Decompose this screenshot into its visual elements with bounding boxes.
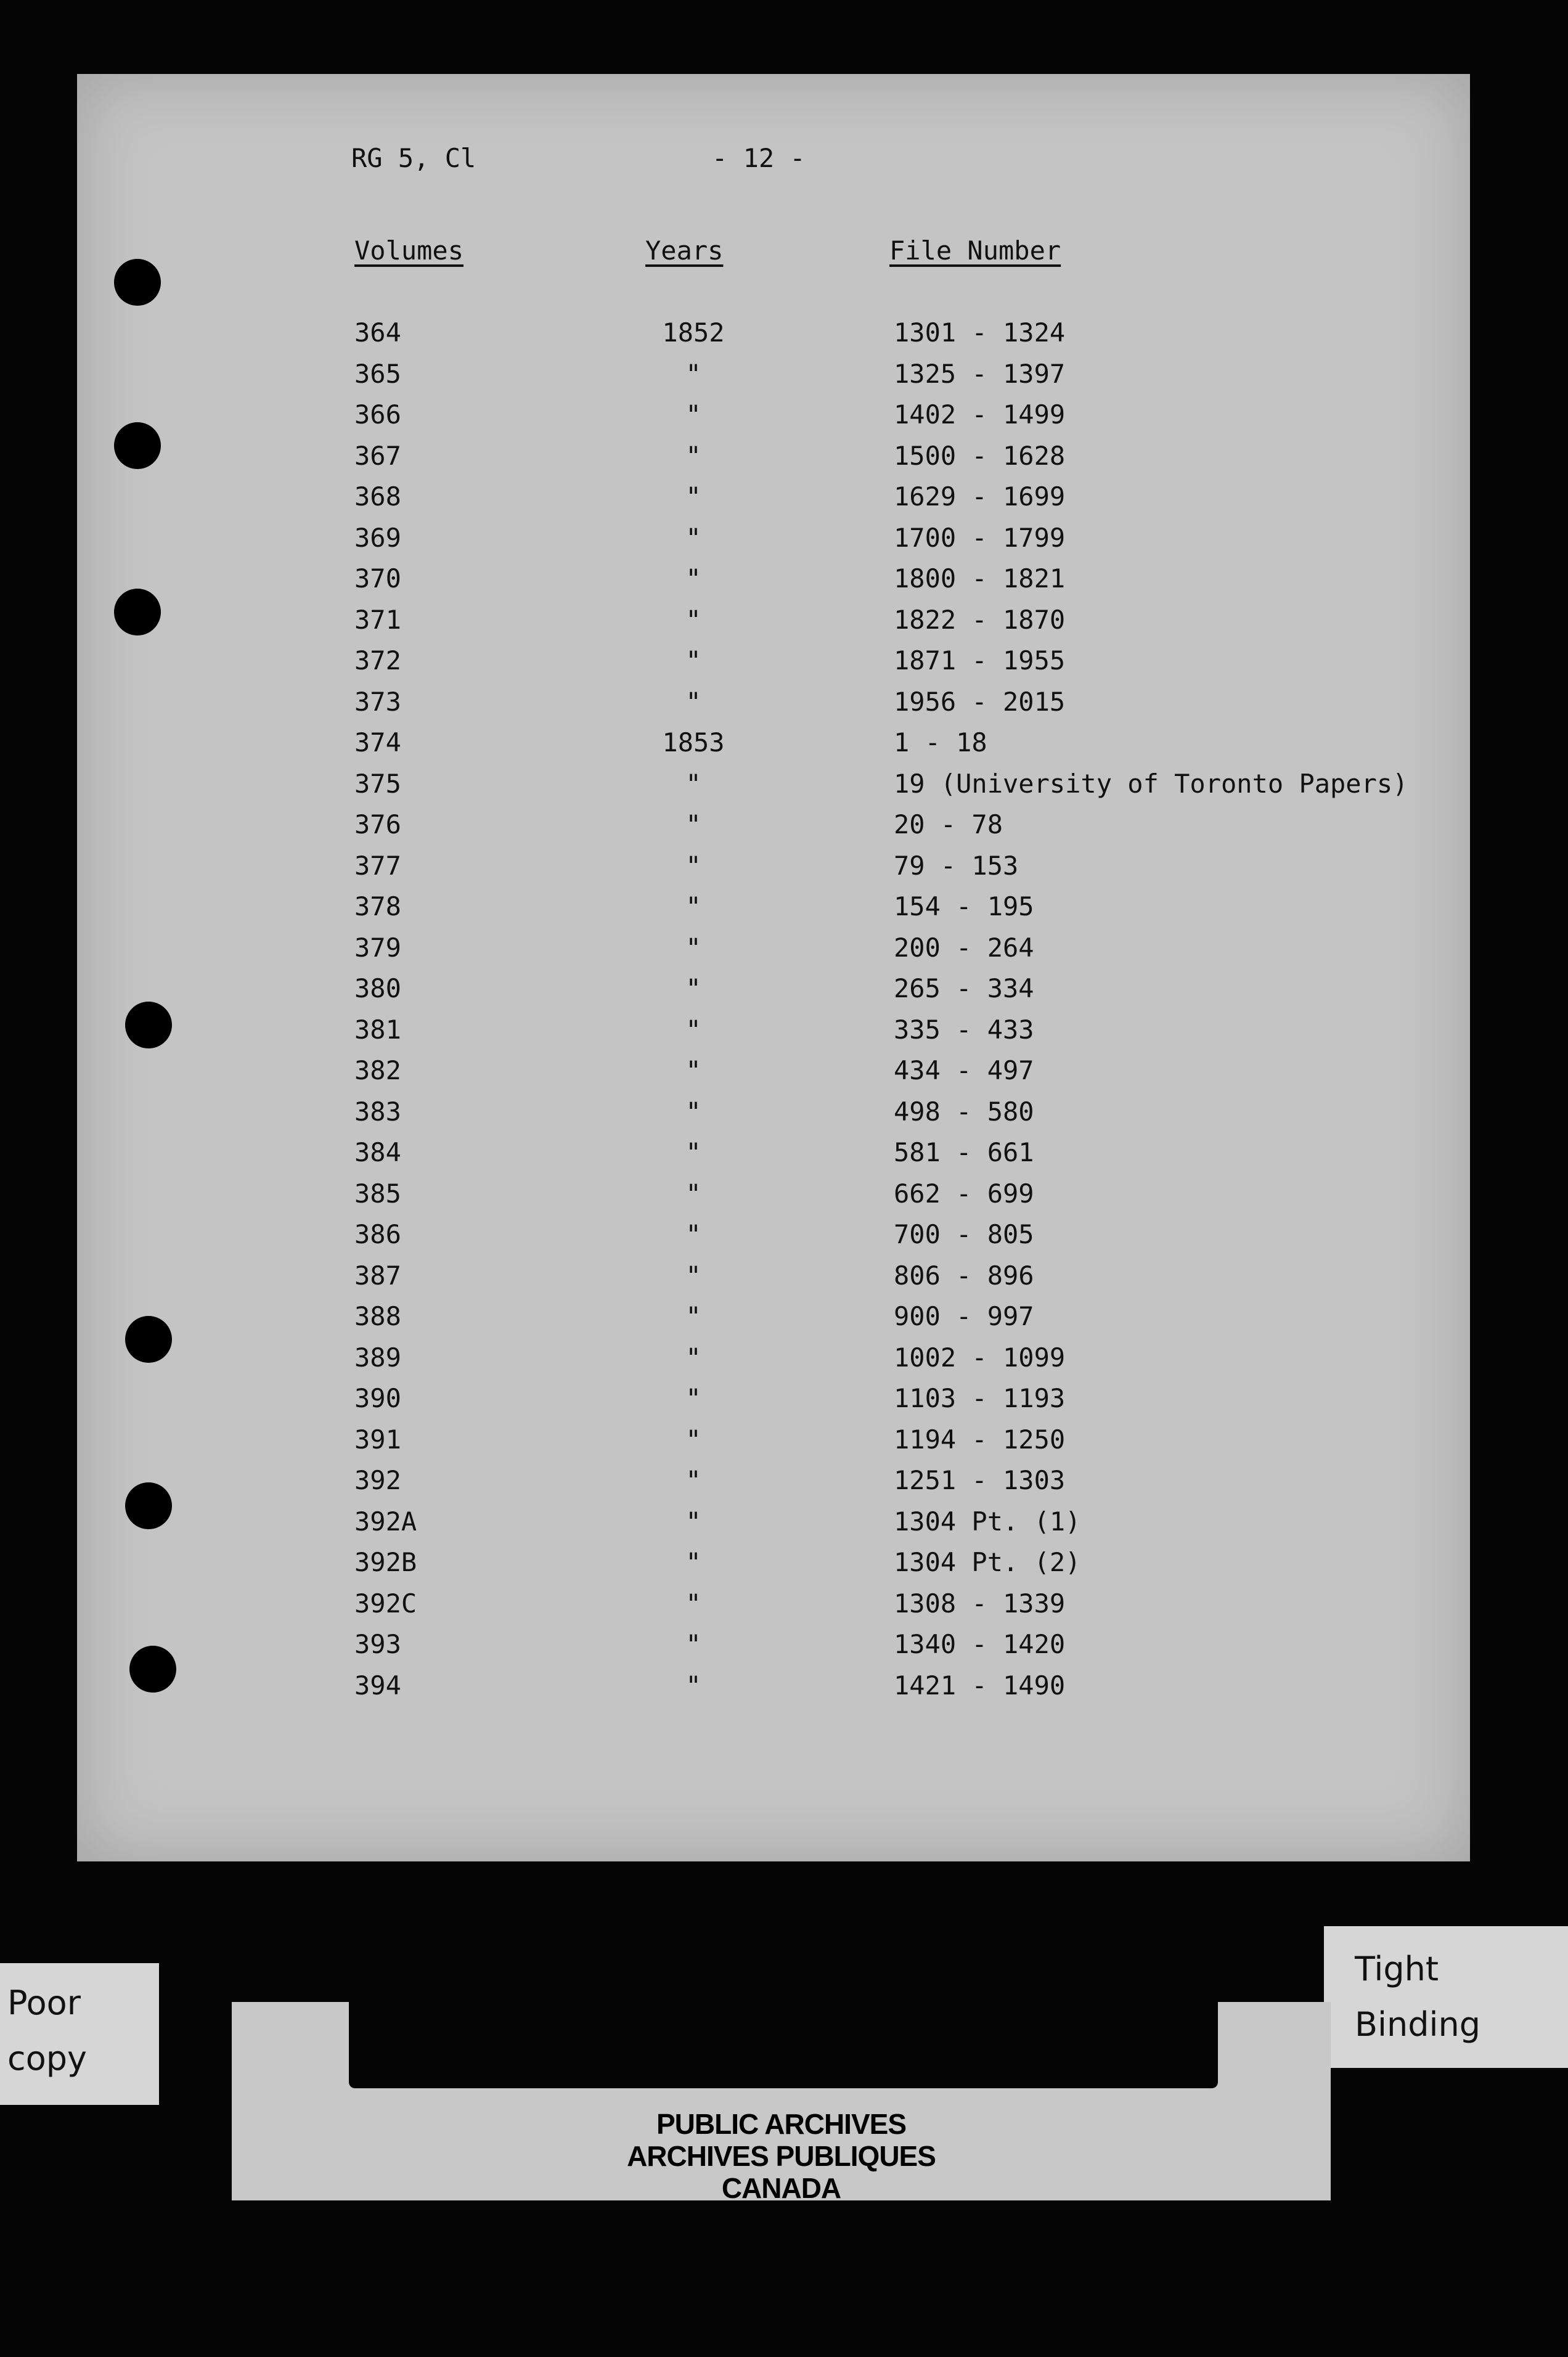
year-cell: " (685, 891, 701, 921)
volume-cell: 367 (354, 440, 401, 471)
volume-cell: 376 (354, 809, 401, 839)
note-line: Poor (7, 1983, 81, 2022)
table-row (77, 645, 1470, 687)
volume-cell: 378 (354, 891, 401, 921)
page-number: - 12 - (712, 143, 806, 173)
year-cell: " (685, 1178, 701, 1209)
file-number-cell: 1340 - 1420 (894, 1629, 1066, 1659)
year-cell: " (685, 1465, 701, 1495)
volume-cell: 374 (354, 727, 401, 758)
year-cell: " (685, 604, 701, 635)
table-row (77, 1588, 1470, 1630)
table-row (77, 1465, 1470, 1506)
table-row (77, 399, 1470, 441)
year-cell: 1852 (662, 317, 725, 348)
year-cell: " (685, 1014, 701, 1045)
stamp-line: CANADA (721, 2172, 841, 2204)
stamp-cutout (349, 2002, 1218, 2088)
file-number-cell: 1629 - 1699 (894, 481, 1066, 512)
year-cell: " (685, 358, 701, 389)
column-header-file-number: File Number (889, 235, 1061, 266)
note-line: Binding (1355, 2005, 1481, 2044)
table-row (77, 1260, 1470, 1302)
record-group-label: RG 5, Cl (351, 143, 476, 173)
column-header-volumes: Volumes (354, 235, 464, 266)
stamp-line: PUBLIC ARCHIVES (656, 2108, 906, 2140)
file-number-cell: 1500 - 1628 (894, 440, 1066, 471)
table-row (77, 1424, 1470, 1466)
file-number-cell: 1301 - 1324 (894, 317, 1066, 348)
year-cell: " (685, 932, 701, 963)
file-number-cell: 434 - 497 (894, 1055, 1034, 1085)
table-row (77, 687, 1470, 728)
file-number-cell: 20 - 78 (894, 809, 1003, 839)
year-cell: " (685, 1383, 701, 1413)
table-row (77, 1383, 1470, 1424)
year-cell: " (685, 1588, 701, 1619)
volume-cell: 391 (354, 1424, 401, 1455)
volume-cell: 381 (354, 1014, 401, 1045)
note-line: Tight (1355, 1950, 1439, 1988)
volume-table (77, 317, 1470, 1711)
document-page (77, 74, 1470, 1861)
file-number-cell: 806 - 896 (894, 1260, 1034, 1291)
table-row (77, 891, 1470, 933)
volume-cell: 371 (354, 604, 401, 635)
table-row (77, 851, 1470, 892)
file-number-cell: 1871 - 1955 (894, 645, 1066, 676)
file-number-cell: 1402 - 1499 (894, 399, 1066, 430)
table-row (77, 1015, 1470, 1056)
file-number-cell: 79 - 153 (894, 850, 1019, 881)
file-number-cell: 498 - 580 (894, 1096, 1034, 1127)
table-row (77, 359, 1470, 400)
year-cell: " (685, 1424, 701, 1455)
column-header-years: Years (645, 235, 724, 266)
file-number-cell: 1956 - 2015 (894, 686, 1066, 717)
poor-copy-note (0, 1963, 159, 2105)
volume-cell: 393 (354, 1629, 401, 1659)
volume-cell: 365 (354, 358, 401, 389)
volume-cell: 389 (354, 1342, 401, 1373)
year-cell: " (685, 1301, 701, 1331)
year-cell: " (685, 563, 701, 594)
file-number-cell: 662 - 699 (894, 1178, 1034, 1209)
table-row (77, 809, 1470, 851)
year-cell: " (685, 399, 701, 430)
volume-cell: 382 (354, 1055, 401, 1085)
volume-cell: 384 (354, 1137, 401, 1167)
file-number-cell: 900 - 997 (894, 1301, 1034, 1331)
table-row (77, 1219, 1470, 1260)
volume-cell: 372 (354, 645, 401, 676)
year-cell: " (685, 686, 701, 717)
year-cell: " (685, 1547, 701, 1577)
volume-cell: 380 (354, 973, 401, 1003)
table-row (77, 1506, 1470, 1548)
file-number-cell: 1 - 18 (894, 727, 987, 758)
volume-cell: 390 (354, 1383, 401, 1413)
year-cell: " (685, 1096, 701, 1127)
volume-cell: 377 (354, 850, 401, 881)
file-number-cell: 1103 - 1193 (894, 1383, 1066, 1413)
table-row (77, 1342, 1470, 1384)
volume-cell: 392A (354, 1506, 417, 1537)
year-cell: " (685, 1342, 701, 1373)
year-cell: " (685, 522, 701, 553)
table-row (77, 1670, 1470, 1712)
year-cell: " (685, 440, 701, 471)
file-number-cell: 581 - 661 (894, 1137, 1034, 1167)
punch-hole (114, 259, 161, 306)
file-number-cell: 1002 - 1099 (894, 1342, 1066, 1373)
year-cell: " (685, 768, 701, 799)
year-cell: " (685, 809, 701, 839)
year-cell: " (685, 1670, 701, 1701)
table-row (77, 481, 1470, 523)
file-number-cell: 1304 Pt. (2) (894, 1547, 1081, 1577)
table-row (77, 727, 1470, 769)
volume-cell: 387 (354, 1260, 401, 1291)
volume-cell: 364 (354, 317, 401, 348)
year-cell: " (685, 1629, 701, 1659)
table-row (77, 1301, 1470, 1342)
tight-binding-note (1324, 1926, 1568, 2068)
table-row (77, 973, 1470, 1015)
table-row (77, 1629, 1470, 1670)
file-number-cell: 154 - 195 (894, 891, 1034, 921)
year-cell: " (685, 973, 701, 1003)
table-row (77, 769, 1470, 810)
table-row (77, 933, 1470, 974)
volume-cell: 394 (354, 1670, 401, 1701)
volume-cell: 368 (354, 481, 401, 512)
table-row (77, 605, 1470, 646)
volume-cell: 383 (354, 1096, 401, 1127)
file-number-cell: 19 (University of Toronto Papers) (894, 768, 1408, 799)
stamp-line: ARCHIVES PUBLIQUES (627, 2140, 936, 2172)
year-cell: " (685, 481, 701, 512)
file-number-cell: 265 - 334 (894, 973, 1034, 1003)
file-number-cell: 700 - 805 (894, 1219, 1034, 1249)
file-number-cell: 200 - 264 (894, 932, 1034, 963)
file-number-cell: 1308 - 1339 (894, 1588, 1066, 1619)
table-row (77, 441, 1470, 482)
year-cell: " (685, 1219, 701, 1249)
volume-cell: 373 (354, 686, 401, 717)
file-number-cell: 1251 - 1303 (894, 1465, 1066, 1495)
file-number-cell: 1822 - 1870 (894, 604, 1066, 635)
file-number-cell: 1325 - 1397 (894, 358, 1066, 389)
file-number-cell: 1700 - 1799 (894, 522, 1066, 553)
file-number-cell: 335 - 433 (894, 1014, 1034, 1045)
year-cell: " (685, 1506, 701, 1537)
file-number-cell: 1421 - 1490 (894, 1670, 1066, 1701)
file-number-cell: 1800 - 1821 (894, 563, 1066, 594)
table-row (77, 523, 1470, 564)
volume-cell: 388 (354, 1301, 401, 1331)
volume-cell: 392C (354, 1588, 417, 1619)
volume-cell: 385 (354, 1178, 401, 1209)
archives-stamp (232, 2002, 1331, 2204)
year-cell: " (685, 1055, 701, 1085)
volume-cell: 370 (354, 563, 401, 594)
year-cell: " (685, 1137, 701, 1167)
volume-cell: 386 (354, 1219, 401, 1249)
volume-cell: 379 (354, 932, 401, 963)
table-row (77, 317, 1470, 359)
file-number-cell: 1194 - 1250 (894, 1424, 1066, 1455)
volume-cell: 375 (354, 768, 401, 799)
volume-cell: 369 (354, 522, 401, 553)
table-row (77, 1055, 1470, 1097)
note-line: copy (7, 2039, 87, 2078)
year-cell: " (685, 645, 701, 676)
table-row (77, 1097, 1470, 1138)
year-cell: 1853 (662, 727, 725, 758)
year-cell: " (685, 1260, 701, 1291)
file-number-cell: 1304 Pt. (1) (894, 1506, 1081, 1537)
table-row (77, 1547, 1470, 1588)
table-row (77, 1137, 1470, 1178)
volume-cell: 366 (354, 399, 401, 430)
table-row (77, 563, 1470, 605)
year-cell: " (685, 850, 701, 881)
table-row (77, 1178, 1470, 1220)
volume-cell: 392 (354, 1465, 401, 1495)
volume-cell: 392B (354, 1547, 417, 1577)
